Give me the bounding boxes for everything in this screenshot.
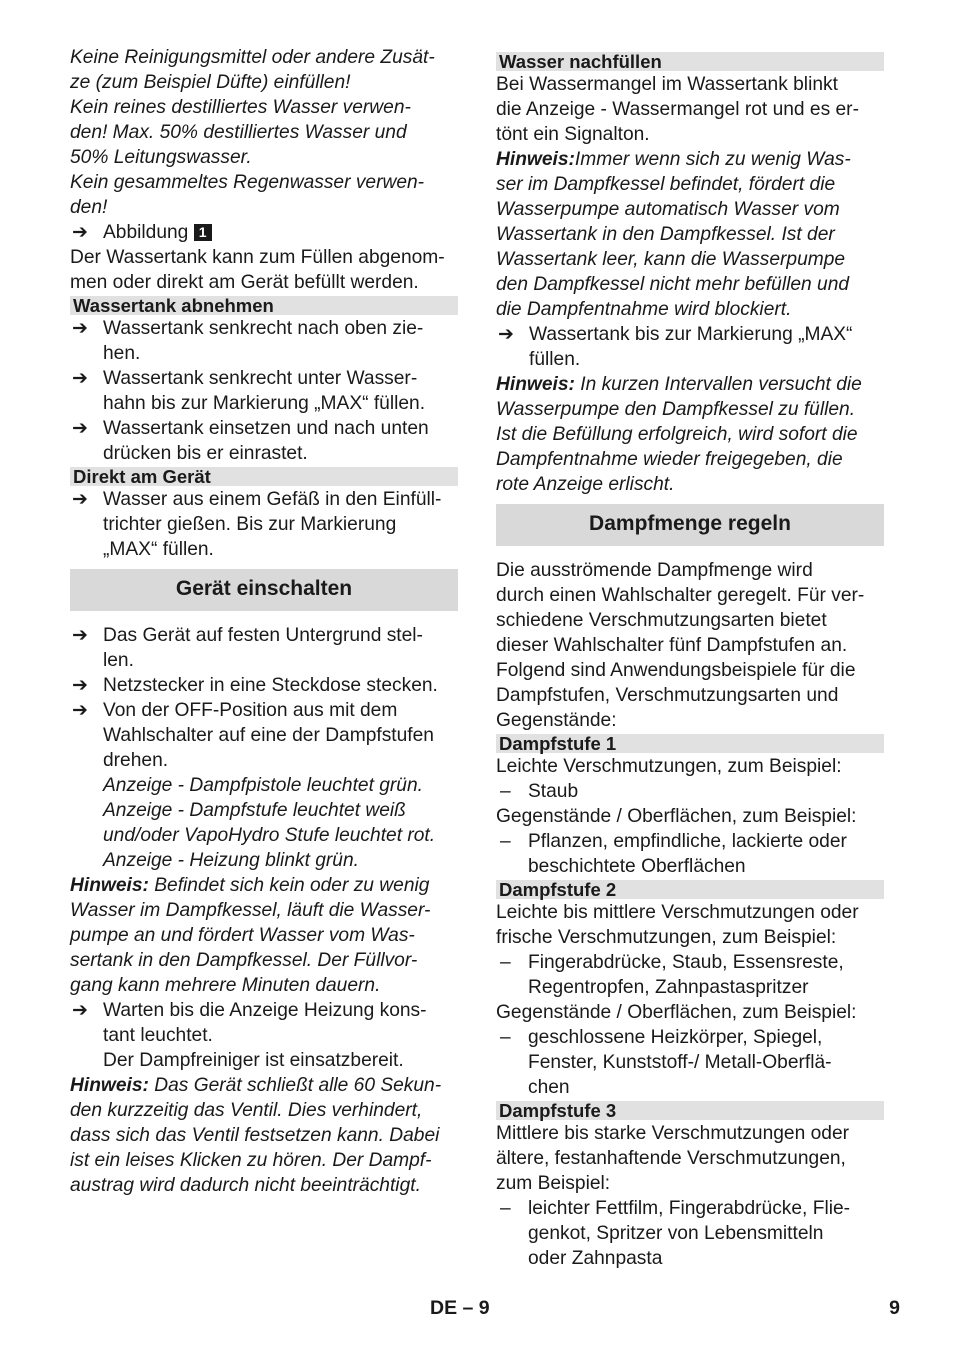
text-line: genkot, Spritzer von Lebensmitteln [528, 1223, 824, 1244]
note-label: Hinweis: [70, 1075, 149, 1096]
right-column [496, 45, 884, 1271]
text-line: Leichte bis mittlere Verschmutzungen oder [496, 902, 859, 923]
ready-text: Der Dampfreiniger ist einsatzbereit. [103, 1050, 404, 1071]
text-line: rote Anzeige erlischt. [496, 474, 675, 495]
text-line: Der Wassertank kann zum Füllen abgenom- [70, 247, 445, 268]
text-block [496, 900, 884, 950]
text-line: Pflanzen, empfindliche, lackierte oder [528, 831, 847, 852]
text-line: schiedene Verschmutzungsarten bietet [496, 610, 827, 631]
page-label: DE – 9 [430, 1297, 490, 1319]
arrow-right-icon: ➔ [72, 318, 88, 339]
step-item [70, 487, 458, 562]
step-item [70, 673, 458, 698]
text-line: Wassertank bis zur Markierung „MAX“ [529, 324, 853, 345]
text-line: durch einen Wahlschalter geregelt. Für ver- [496, 585, 865, 606]
text-line: Wasserpumpe den Dampfkessel zu füllen. [496, 399, 856, 420]
section-heading-wassertank: Wassertank abnehmen [70, 296, 458, 315]
text-line: ist ein leises Klicken zu hören. Der Dampf- [70, 1150, 432, 1171]
note-text: Immer wenn sich zu wenig Was- [574, 149, 851, 170]
text-line: Mittlere bis starke Verschmutzungen oder [496, 1123, 850, 1144]
note-block [70, 1073, 458, 1198]
indicator-states [70, 773, 458, 873]
text-line: Kein reines destilliertes Wasser verwen- [70, 97, 411, 118]
step-item [70, 316, 458, 366]
text-line: Wassertank in den Dampfkessel. Ist der [496, 224, 835, 245]
dash-bullet: – [500, 952, 511, 973]
list-item [496, 1196, 884, 1271]
text-line: hen. [103, 343, 141, 364]
note-block [496, 372, 884, 497]
note-text: Das Gerät schließt alle 60 Sekun- [148, 1075, 442, 1096]
text-line: „MAX“ füllen. [103, 539, 214, 560]
page-number: 9 [889, 1297, 900, 1319]
text-line: Dampfstufen, Verschmutzungsarten und [496, 685, 839, 706]
text-line: austrag wird dadurch nicht beeinträchtigt. [70, 1175, 421, 1196]
text-line: ser im Dampfkessel befindet, fördert die [496, 174, 836, 195]
step-item [70, 416, 458, 466]
text-block [496, 1121, 884, 1196]
text-line: tönt ein Signalton. [496, 124, 650, 145]
step-item [70, 698, 458, 773]
text-line: Anzeige - Heizung blinkt grün. [103, 850, 359, 871]
text-line: füllen. [529, 349, 581, 370]
text-line: beschichtete Oberflächen [528, 856, 746, 877]
text-line: den Dampfkessel nicht mehr befüllen und [496, 274, 850, 295]
section-heading-einschalten: Gerät einschalten [70, 569, 458, 611]
text-line: sertank in den Dampfkessel. Der Füllvor- [70, 950, 418, 971]
text-line: ältere, festanhaftende Verschmutzungen, [496, 1148, 846, 1169]
section-heading-stufe-1: Dampfstufe 1 [496, 734, 884, 753]
section-heading-direkt: Direkt am Gerät [70, 467, 458, 486]
step-item [70, 366, 458, 416]
text-line: Von der OFF-Position aus mit dem [103, 700, 398, 721]
arrow-right-icon: ➔ [72, 1000, 88, 1021]
text-line: Wasser im Dampfkessel, läuft die Wasser- [70, 900, 431, 921]
text-line: drehen. [103, 750, 169, 771]
figure-label: Abbildung [103, 222, 189, 243]
tank-text [70, 245, 458, 295]
text-line: pumpe an und fördert Wasser vom Was- [70, 925, 415, 946]
note-label: Hinweis: [70, 875, 149, 896]
text-line: und/oder VapoHydro Stufe leuchtet rot. [103, 825, 436, 846]
text-line: Kein gesammeltes Regenwasser verwen- [70, 172, 425, 193]
text-line: gang kann mehrere Minuten dauern. [70, 975, 381, 996]
left-column [70, 45, 458, 1198]
text-line: Wassertank leer, kann die Wasserpumpe [496, 249, 846, 270]
note-label: Hinweis: [496, 149, 575, 170]
list-item [496, 1025, 884, 1100]
warning-text [70, 45, 458, 220]
text-line: Keine Reinigungsmittel oder andere Zusät- [70, 47, 435, 68]
text-line [70, 873, 458, 898]
text-line: Leichte Verschmutzungen, zum Beispiel: [496, 756, 842, 777]
text-line: chen [528, 1077, 570, 1098]
step-item [70, 623, 458, 673]
text-line: die Dampfentnahme wird blockiert. [496, 299, 792, 320]
text-line: len. [103, 650, 134, 671]
text-line: Das Gerät auf festen Untergrund stel- [103, 625, 423, 646]
figure-reference [70, 220, 458, 245]
text-line: Anzeige - Dampfstufe leuchtet weiß [103, 800, 406, 821]
text-line: dieser Wahlschalter fünf Dampfstufen an. [496, 635, 848, 656]
list-item [496, 950, 884, 1000]
text-line: den! [70, 197, 108, 218]
arrow-right-icon: ➔ [72, 418, 88, 439]
text-line: zum Beispiel: [496, 1173, 611, 1194]
note-text: In kurzen Intervallen versucht die [574, 374, 862, 395]
arrow-right-icon: ➔ [72, 700, 88, 721]
dash-bullet: – [500, 781, 511, 802]
text-line: Anzeige - Dampfpistole leuchtet grün. [103, 775, 423, 796]
text-line: ze (zum Beispiel Düfte) einfüllen! [70, 72, 351, 93]
list-item [496, 829, 884, 879]
step-item [70, 998, 458, 1048]
text-line: Fingerabdrücke, Staub, Essensreste, [528, 952, 844, 973]
note-block [70, 873, 458, 998]
text-line: Wasserpumpe automatisch Wasser vom [496, 199, 840, 220]
section-heading-nachfuellen: Wasser nachfüllen [496, 52, 884, 71]
text-line: Folgend sind Anwendungsbeispiele für die [496, 660, 856, 681]
text-line: trichter gießen. Bis zur Markierung [103, 514, 397, 535]
text-line: Gegenstände: [496, 710, 617, 731]
text-line: oder Zahnpasta [528, 1248, 663, 1269]
arrow-right-icon: ➔ [498, 324, 514, 345]
arrow-right-icon: ➔ [72, 489, 88, 510]
text-line: 50% Leitungswasser. [70, 147, 252, 168]
text-line: Warten bis die Anzeige Heizung kons- [103, 1000, 427, 1021]
steam-amount-text [496, 558, 884, 733]
text-line: Wassertank einsetzen und nach unten [103, 418, 429, 439]
section-heading-dampfmenge: Dampfmenge regeln [496, 504, 884, 546]
list-item [496, 779, 884, 804]
step-item [496, 322, 884, 372]
text-line: leichter Fettfilm, Fingerabdrücke, Flie- [528, 1198, 851, 1219]
text-line: den kurzzeitig das Ventil. Dies verhindert, [70, 1100, 423, 1121]
dash-bullet: – [500, 1198, 511, 1219]
refill-text [496, 72, 884, 147]
arrow-right-icon: ➔ [72, 625, 88, 646]
text-line: Staub [528, 781, 579, 802]
text-line: tant leuchtet. [103, 1025, 213, 1046]
text-line: den! Max. 50% destilliertes Wasser und [70, 122, 407, 143]
text-line: Wassertank senkrecht nach oben zie- [103, 318, 424, 339]
note-label: Hinweis: [496, 374, 575, 395]
section-heading-stufe-3: Dampfstufe 3 [496, 1101, 884, 1120]
text-line [496, 372, 884, 397]
text-line: Wahlschalter auf eine der Dampfstufen [103, 725, 434, 746]
text-line: Wassertank senkrecht unter Wasser- [103, 368, 418, 389]
text-line: men oder direkt am Gerät befüllt werden. [70, 272, 419, 293]
note-block [496, 147, 884, 322]
arrow-right-icon: ➔ [72, 675, 88, 696]
dash-bullet: – [500, 831, 511, 852]
text-line: Bei Wassermangel im Wassertank blinkt [496, 74, 838, 95]
text-line: Fenster, Kunststoff-/ Metall-Oberflä- [528, 1052, 832, 1073]
text-line: Dampfentnahme wieder freigegeben, die [496, 449, 843, 470]
figure-number-badge: 1 [194, 224, 212, 241]
text-line: Gegenstände / Oberflächen, zum Beispiel: [496, 1002, 857, 1023]
text-line: drücken bis er einrastet. [103, 443, 308, 464]
text-line: Regentropfen, Zahnpastaspritzer [528, 977, 809, 998]
dash-bullet: – [500, 1027, 511, 1048]
text-line: frische Verschmutzungen, zum Beispiel: [496, 927, 837, 948]
section-heading-stufe-2: Dampfstufe 2 [496, 880, 884, 899]
note-text: Befindet sich kein oder zu wenig [148, 875, 430, 896]
text-line: Die ausströmende Dampfmenge wird [496, 560, 813, 581]
text-line: die Anzeige - Wassermangel rot und es er- [496, 99, 859, 120]
text-line: Netzstecker in eine Steckdose stecken. [103, 675, 438, 696]
text-line: geschlossene Heizkörper, Spiegel, [528, 1027, 823, 1048]
text-line [496, 147, 884, 172]
text-line: Ist die Befüllung erfolgreich, wird sofort die [496, 424, 858, 445]
text-line: hahn bis zur Markierung „MAX“ füllen. [103, 393, 426, 414]
arrow-right-icon: ➔ [72, 222, 88, 243]
arrow-right-icon: ➔ [72, 368, 88, 389]
text-line: Wasser aus einem Gefäß in den Einfüll- [103, 489, 442, 510]
text-line: dass sich das Ventil festsetzen kann. Dabei [70, 1125, 440, 1146]
text-line [70, 1073, 458, 1098]
text-line: Gegenstände / Oberflächen, zum Beispiel: [496, 806, 857, 827]
